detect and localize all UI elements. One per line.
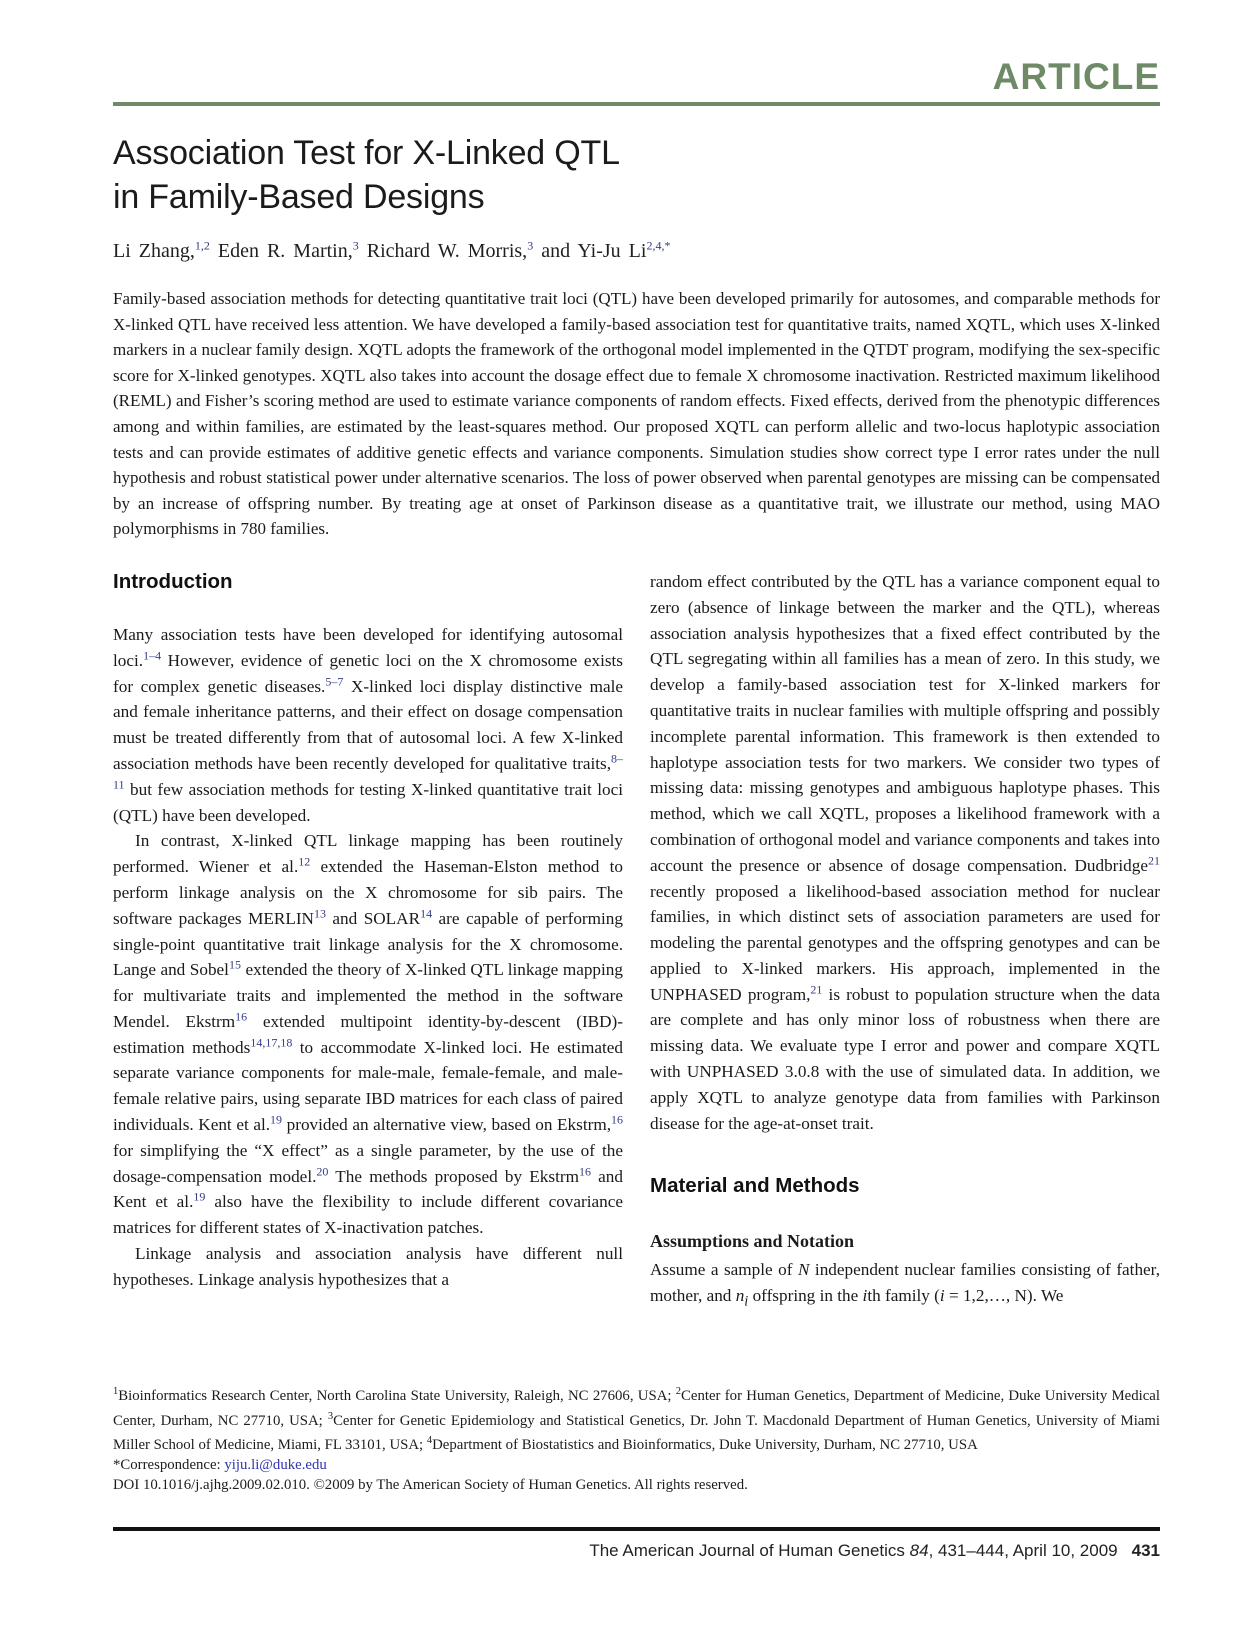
intro-paragraph-2: In contrast, X-linked QTL linkage mapping has been routinely performed. Wiener et al.$^{12}$ extended the Haseman-Elston method to perform linkage analysis on the X chromosome for sib pairs. The software packages MERLIN$^{13}$ and SOLAR$^{14}$ are capable of performing single-point quantitative trait linkage analysis for the X chromosome. Lange and Sobel$^{15}$ extended the theory of X-linked QTL linkage mapping for multivariate traits and implemented the method in the software Mendel. Ekstrm$^{16}$ extended multipoint identity-by-descent (IBD)-estimation methods$^{14,17,18}$ to accommodate X-linked loci. He estimated separate variance components for male-male, female-female, and male-female relative pairs, using separate IBD matrices for each class of paired individuals. Kent et al.$^{19}$ provided an alternative view, based on Ekstrm,$^{16}$ for simplifying the “X effect” as a single parameter, by the use of the dosage-compensation model.$^{20}$ The methods proposed by Ekstrm$^{16}$ and Kent et al.$^{19}$ also have the flexibility to include different covariance matrices for different states of X-inactivation patches. [113,831,624,1238]
title-line-1: Association Test for X-Linked QTL [113,134,620,172]
page-footer [113,1527,1160,1561]
page-number: 431 [1131,1541,1160,1560]
doi-line: DOI 10.1016/j.ajhg.2009.02.010. ©2009 by The American Society of Human Genetics. All rights reserved. [113,1476,748,1493]
assumptions-subheading: Assumptions and Notation [650,1231,855,1252]
page-title [113,131,1160,219]
correspondence-email-link[interactable]: yiju.li@duke.edu [224,1457,327,1474]
right-column [650,569,1160,1316]
journal-citation: The American Journal of Human Genetics 84, 431–444, April 10, 2009 [589,1541,1118,1560]
left-column [113,569,623,1316]
article-type-banner: ARTICLE [992,56,1160,97]
introduction-heading: Introduction [113,569,233,593]
two-column-body [113,569,1160,1316]
footer-citation [113,1541,1160,1561]
affiliations-text: $^1$Bioinformatics Research Center, North Carolina State University, Raleigh, NC 27606, USA; $^2$Center for Human Genetics, Department of Medicine, Duke University Medical Center, Durham, NC 27710, USA; $^3$Center for Genetic Epidemiology and Statistical Genetics, Dr. John T. Macdonald Department of Human Genetics, University of Miami Miller School of Medicine, Miami, FL 33101, USA; $^4$Department of Biostatistics and Bioinformatics, Duke University, Durham, NC 27710, USA [113,1386,1160,1454]
material-methods-heading: Material and Methods [650,1174,860,1198]
authors-line: Li Zhang,$^{1,2}$ Eden R. Martin,$^3$ Richard W. Morris,$^3$ and Yi-Ju Li$^{2,4,*}$ [113,238,671,262]
intro-paragraph-1: Many association tests have been developed for identifying autosomal loci.$^{1-4}$ However, evidence of genetic loci on the X chromosome exists for complex genetic diseases.$^{5-7}$ X-linked loci display distinctive male and female inheritance patterns, and their effect on dosage compensation must be treated differently from that of autosomal loci. A few X-linked association methods have been recently developed for qualitative traits,$^{8-11}$ but few association methods for testing X-linked quantitative trait loci (QTL) have been developed. [113,624,623,825]
assumptions-paragraph: Assume a sample of N independent nuclear families consisting of father, mother, and $n_i$ offspring in the ith family (i = 1,2,…, N). We [650,1260,1160,1310]
intro-paragraph-3: Linkage analysis and association analysis have different null hypotheses. Linkage analysis hypothesizes that a [113,1244,623,1289]
footnotes-block [113,1382,1160,1496]
title-line-2: in Family-Based Designs [113,178,485,216]
correspondence-line [113,1456,1160,1476]
footer-rule [113,1527,1160,1531]
header-rule [113,102,1160,106]
correspondence-label: *Correspondence: [113,1457,225,1474]
intro-paragraph-continued: random effect contributed by the QTL has a variance component equal to zero (absence of linkage between the marker and the QTL), whereas association analysis hypothesizes that a fixed effect contributed by the QTL segregating within all families has a mean of zero. In this study, we develop a family-based association test for X-linked markers for quantitative traits in nuclear families with multiple offspring and possibly incomplete parental information. This framework is then extended to haplotype association tests for two markers. We consider two types of missing data: missing genotypes and ambiguous haplotype phases. This method, which we call XQTL, proposes a likelihood framework with a combination of orthogonal model and variance components and takes into account the presence or absence of dosage compensation. Dudbridge$^{21}$ recently proposed a likelihood-based association method for nuclear families, in which distinct sets of association parameters are used for modeling the parental genotypes and the offspring genotypes and can be applied to X-linked markers. His approach, implemented in the UNPHASED program,$^{21}$ is robust to population structure when the data are complete and has only minor loss of robustness when there are missing data. We evaluate type I error and power and compare XQTL with UNPHASED 3.0.8 with the use of simulated data. In addition, we apply XQTL to analyze genotype data from families with Parkinson disease for the age-at-onset trait. [650,571,1160,1133]
abstract-paragraph: Family-based association methods for detecting quantitative trait loci (QTL) have been developed primarily for autosomes, and comparable methods for X-linked QTL have received less attention. We have developed a family-based association test for quantitative traits, named XQTL, which uses X-linked markers in a nuclear family design. XQTL adopts the framework of the orthogonal model implemented in the QTDT program, modifying the sex-specific score for X-linked genotypes. XQTL also takes into account the dosage effect due to female X chromosome inactivation. Restricted maximum likelihood (REML) and Fisher’s scoring method are used to estimate variance components of random effects. Fixed effects, derived from the phenotypic differences among and within families, are estimated by the least-squares method. Our proposed XQTL can perform allelic and two-locus haplotypic association tests and can provide estimates of additive genetic effects and variance components. Simulation studies show correct type I error rates under the null hypothesis and robust statistical power under alternative scenarios. The loss of power observed when parental genotypes are missing can be compensated by an increase of offspring number. By treating age at onset of Parkinson disease as a quantitative trait, we illustrate our method, using MAO polymorphisms in 780 families. [113,289,1160,539]
